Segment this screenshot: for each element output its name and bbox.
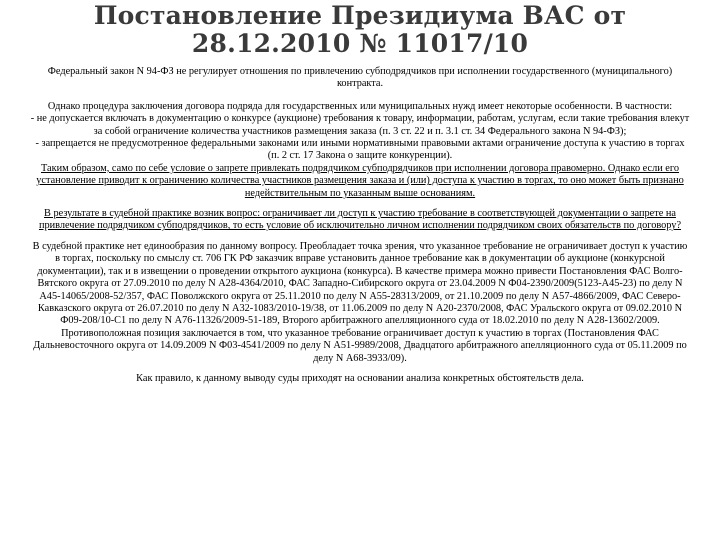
paragraph-opposite-position: Противоположная позиция заключается в том, что указанное требование ограничивает доступ к участию в торгах (Постановления ФАС Дальневосточного округа от 14.09.2009 N Ф03-4541/2009 по делу N А51-9989/2008, Двадцатого арбитражного апелляционного суда от 05.11.2009 по делу N А68-3933/09). [33,327,687,364]
paragraph-final-note: Как правило, к данному выводу суды приходят на основании анализа конкретных обстоятельств дела. [136,372,584,384]
paragraph-contract-features: Однако процедура заключения договора подряда для государственных или муниципальных нужд имеет некоторые особенности. В частности: [47,100,673,112]
document-body [30,66,690,385]
page-title: Постановление Президиума ВАС от 28.12.2010 № 11017/10 [93,1,627,58]
paragraph-question: В результате в судебной практике возник вопрос: ограничивает ли доступ к участию требование в соответствующей документации о запрете на привлечение подрядчиком субподрядчиков, то есть условие об исключительно личном исполнении подрядчиком своих обязательств по договору? [38,208,682,232]
paragraph-law-scope: Федеральный закон N 94-ФЗ не регулирует отношения по привлечению субподрядчиков при исполнении государственного (муниципального) контракта. [47,66,673,90]
paragraph-requirements-ban: - не допускается включать в документацию о конкурсе (аукционе) требования к товару, информации, работам, услугам, если такие требования влекут за собой ограничение количества участников размещения заказа (п. 3 ст. 22 и п. 3.1 ст. 34 Федерального закона N 94-ФЗ); [30,113,690,137]
paragraph-access-restriction: - запрещается не предусмотренное федеральными законами или иными нормативными правовыми актами ограничение доступа к участию в торгах (п. 2 ст. 17 Закона о защите конкуренции). [35,138,685,162]
paragraph-court-practice: В судебной практике нет единообразия по данному вопросу. Преобладает точка зрения, что указанное требование не ограничивает доступ к участию в торгах, поскольку по смыслу ст. 706 ГК РФ заказчик вправе установить данное требование как в документации об аукционе (конкурсной документации), так и в извещении о проведении открытого аукциона (конкурса). В качестве примера можно привести Постановления ФАС Волго-Вятского округа от 27.09.2010 по делу N А28-4364/2010, ФАС Западно-Сибирского округа от 23.04.2009 N Ф04-2390/2009(5123-А45-23) по делу N А45-14065/2008-52/357, ФАС Поволжского округа от 25.11.2010 по делу N А55-28313/2009, от 21.10.2009 по делу N А57-4866/2009, ФАС Северо-Кавказского округа от 26.07.2010 по делу N А32-1083/2010-19/38, от 11.06.2009 по делу N А20-2370/2008, ФАС Уральского округа от 09.02.2010 N Ф09-208/10-С1 по делу N А76-11326/2009-51-189, Второго арбитражного апелляционного суда от 18.02.2010 по делу N А28-13602/2009. [32,240,688,327]
paragraph-conclusion: Таким образом, само по себе условие о запрете привлекать подрядчиком субподрядчиков при исполнении договора правомерно. Однако если его установление приводит к ограничению количества участников размещения заказа и (или) доступа к участию в торгах, то оно может быть признано недействительным по указанным выше основаниям. [36,162,684,199]
